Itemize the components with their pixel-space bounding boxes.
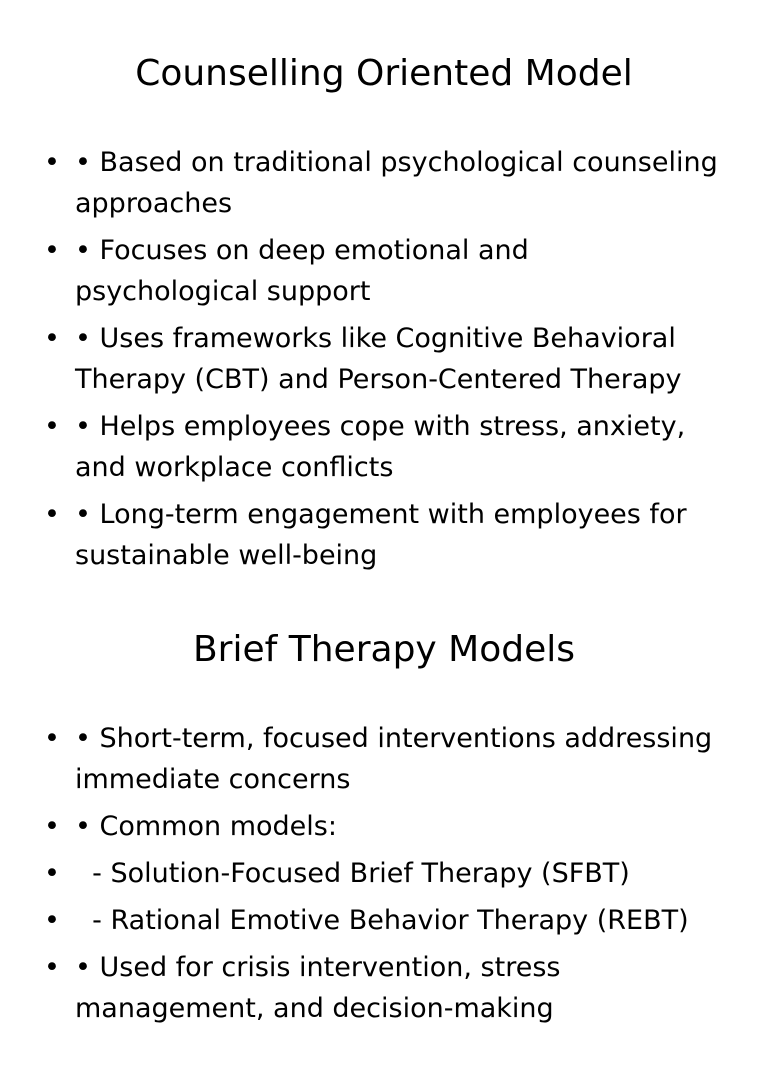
bullet-text: - Solution-Focused Brief Therapy (SFBT) (75, 858, 630, 889)
bullet-text: • Focuses on deep emotional and psychological support (75, 235, 529, 307)
bullet-marker: • (44, 499, 60, 530)
bullet-text: - Rational Emotive Behavior Therapy (REBT) (75, 905, 689, 936)
bullet-marker: • (44, 723, 60, 754)
bullet-text: • Used for crisis intervention, stress management, and decision-making (75, 952, 561, 1024)
list-item (0, 230, 768, 312)
bullet-marker: • (44, 235, 60, 266)
list-item (0, 494, 768, 576)
slide-title: Counselling Oriented Model (135, 53, 633, 94)
list-item (0, 142, 768, 224)
list-item (0, 900, 768, 941)
list-item (0, 806, 768, 847)
list-item (0, 718, 768, 800)
bullet-text: • Short-term, focused interventions addressing immediate concerns (75, 723, 713, 795)
list-item (0, 947, 768, 1029)
bullet-marker: • (44, 858, 60, 889)
bullet-text: • Long-term engagement with employees for sustainable well-being (75, 499, 687, 571)
bullet-marker: • (44, 411, 60, 442)
bullet-marker: • (44, 811, 60, 842)
list-item (0, 318, 768, 400)
slide-title: Brief Therapy Models (192, 629, 576, 670)
bullet-list (0, 718, 768, 1035)
bullet-marker: • (44, 905, 60, 936)
bullet-text: • Common models: (75, 811, 337, 842)
slide-brief-therapy-models (0, 576, 768, 1088)
bullet-marker: • (44, 323, 60, 354)
bullet-marker: • (44, 952, 60, 983)
bullet-text: • Uses frameworks like Cognitive Behavioral Therapy (CBT) and Person-Centered Therapy (75, 323, 682, 395)
bullet-text: • Helps employees cope with stress, anxiety, and workplace conflicts (75, 411, 686, 483)
bullet-text: • Based on traditional psychological counseling approaches (75, 147, 718, 219)
list-item (0, 853, 768, 894)
bullet-list (0, 142, 768, 582)
list-item (0, 406, 768, 488)
bullet-marker: • (44, 147, 60, 178)
